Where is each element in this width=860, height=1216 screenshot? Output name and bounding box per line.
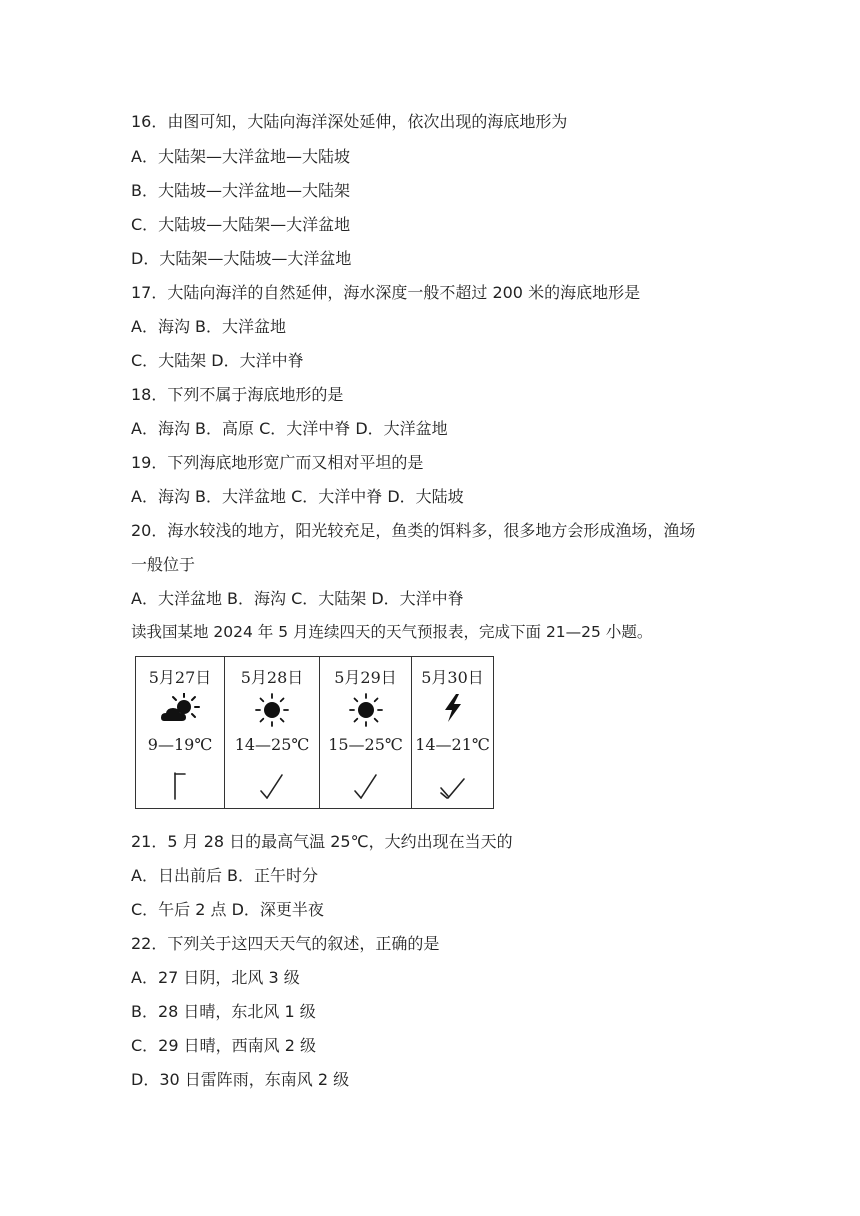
weather-forecast-table [135,656,494,809]
forecast-date: 5月29日 [334,668,397,687]
forecast-temp: 14—21℃ [415,735,490,754]
forecast-day [412,657,493,808]
thunder-icon [441,693,465,727]
forecast-temp: 15—25℃ [328,735,403,754]
wind-barb-icon [438,771,468,805]
forecast-date: 5月27日 [148,668,212,687]
options-cd: C．午后 2 点 D．深更半夜 [131,900,324,919]
options: A．大洋盆地 B．海沟 C．大陆架 D．大洋中脊 [131,589,464,608]
option-a: A．27 日阴，北风 3 级 [131,968,300,987]
forecast-temp: 14—25℃ [234,735,310,754]
forecast-day [320,657,412,808]
options-ab: A．日出前后 B．正午时分 [131,866,319,885]
option-a: A．大陆架—大洋盆地—大陆坡 [131,147,350,166]
question-20-stem: 20．海水较浅的地方，阳光较充足，鱼类的饵料多，很多地方会形成渔场，渔场 [131,521,696,540]
forecast-day [136,657,225,808]
partly-cloudy-icon [160,693,200,729]
options-ab: A．海沟 B．大洋盆地 [131,317,287,336]
option-c: C．大陆坡—大陆架—大洋盆地 [131,215,351,234]
option-d: D．大陆架—大陆坡—大洋盆地 [131,249,352,268]
question-19-stem: 19．下列海底地形宽广而又相对平坦的是 [131,453,424,472]
question-22-stem: 22．下列关于这四天天气的叙述，正确的是 [131,934,440,953]
question-17-stem: 17．大陆向海洋的自然延伸，海水深度一般不超过 200 米的海底地形是 [131,283,641,302]
question-20-stem-cont: 一般位于 [131,555,196,574]
question-16-stem: 16．由图可知，大陆向海洋深处延伸，依次出现的海底地形为 [131,112,568,131]
options-cd: C．大陆架 D．大洋中脊 [131,351,304,370]
wind-barb-icon [351,771,381,805]
option-b: B．28 日晴，东北风 1 级 [131,1002,316,1021]
options: A．海沟 B．大洋盆地 C．大洋中脊 D．大陆坡 [131,487,464,506]
option-c: C．29 日晴，西南风 2 级 [131,1036,316,1055]
wind-barb-icon [257,771,287,805]
question-21-stem: 21．5 月 28 日的最高气温 25℃，大约出现在当天的 [131,832,513,851]
question-18-stem: 18．下列不属于海底地形的是 [131,385,344,404]
sun-icon [255,693,289,731]
forecast-temp: 9—19℃ [147,735,213,754]
wind-barb-icon [165,771,195,805]
sun-icon [349,693,383,731]
forecast-date: 5月30日 [421,668,484,687]
options: A．海沟 B．高原 C．大洋中脊 D．大洋盆地 [131,419,448,438]
forecast-date: 5月28日 [240,668,304,687]
reading-intro: 读我国某地 2024 年 5 月连续四天的天气预报表，完成下面 21—25 小题。 [131,623,653,641]
forecast-day [225,657,320,808]
option-b: B．大陆坡—大洋盆地—大陆架 [131,181,350,200]
option-d: D．30 日雷阵雨，东南风 2 级 [131,1070,350,1089]
